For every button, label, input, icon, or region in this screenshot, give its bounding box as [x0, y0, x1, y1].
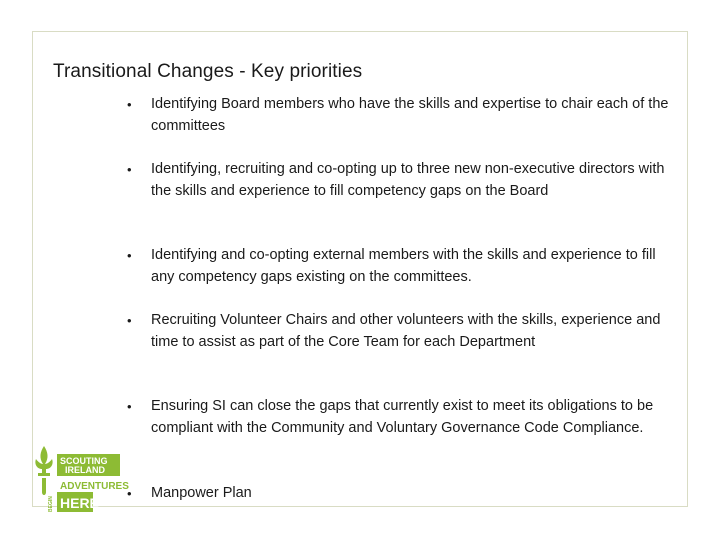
fleur-de-lis-icon: [35, 446, 52, 495]
bullet-item: [127, 483, 671, 505]
bullet-item: [127, 159, 671, 202]
bullet-item: [127, 396, 671, 439]
bullet-item: [127, 94, 671, 137]
logo-line3: ADVENTURES: [60, 481, 129, 492]
bullet-glyph: •: [127, 162, 132, 177]
slide-title: Transitional Changes - Key priorities: [53, 61, 363, 82]
bullet-text: Identifying, recruiting and co-opting up to three new non-executive directors with the skills and experience to fill competency gaps on the Board: [151, 161, 665, 199]
logo-line2: IRELAND: [65, 465, 105, 475]
bullet-glyph: •: [127, 97, 132, 112]
logo-line1: SCOUTING: [60, 456, 108, 466]
logo-line4: HERE: [60, 495, 99, 511]
scouting-ireland-logo: [30, 440, 130, 518]
logo-side-text: BEGIN: [48, 496, 54, 512]
bullet-text: Identifying and co-opting external members with the skills and experience to fill any competency gaps existing on the committees.: [151, 247, 656, 285]
bullet-glyph: •: [127, 248, 132, 263]
bullet-glyph: •: [127, 486, 132, 501]
bullet-text: Identifying Board members who have the skills and expertise to chair each of the committees: [151, 96, 669, 134]
bullet-text: Ensuring SI can close the gaps that currently exist to meet its obligations to be compliant with the Community and Voluntary Governance Code Compliance.: [151, 398, 654, 436]
bullet-item: [127, 310, 671, 353]
bullet-text: Manpower Plan: [151, 485, 252, 501]
bullet-glyph: •: [127, 313, 132, 328]
bullet-item: [127, 245, 671, 288]
bullet-text: Recruiting Volunteer Chairs and other volunteers with the skills, experience and time to assist as part of the Core Team for each Department: [151, 312, 661, 350]
bullet-glyph: •: [127, 399, 132, 414]
